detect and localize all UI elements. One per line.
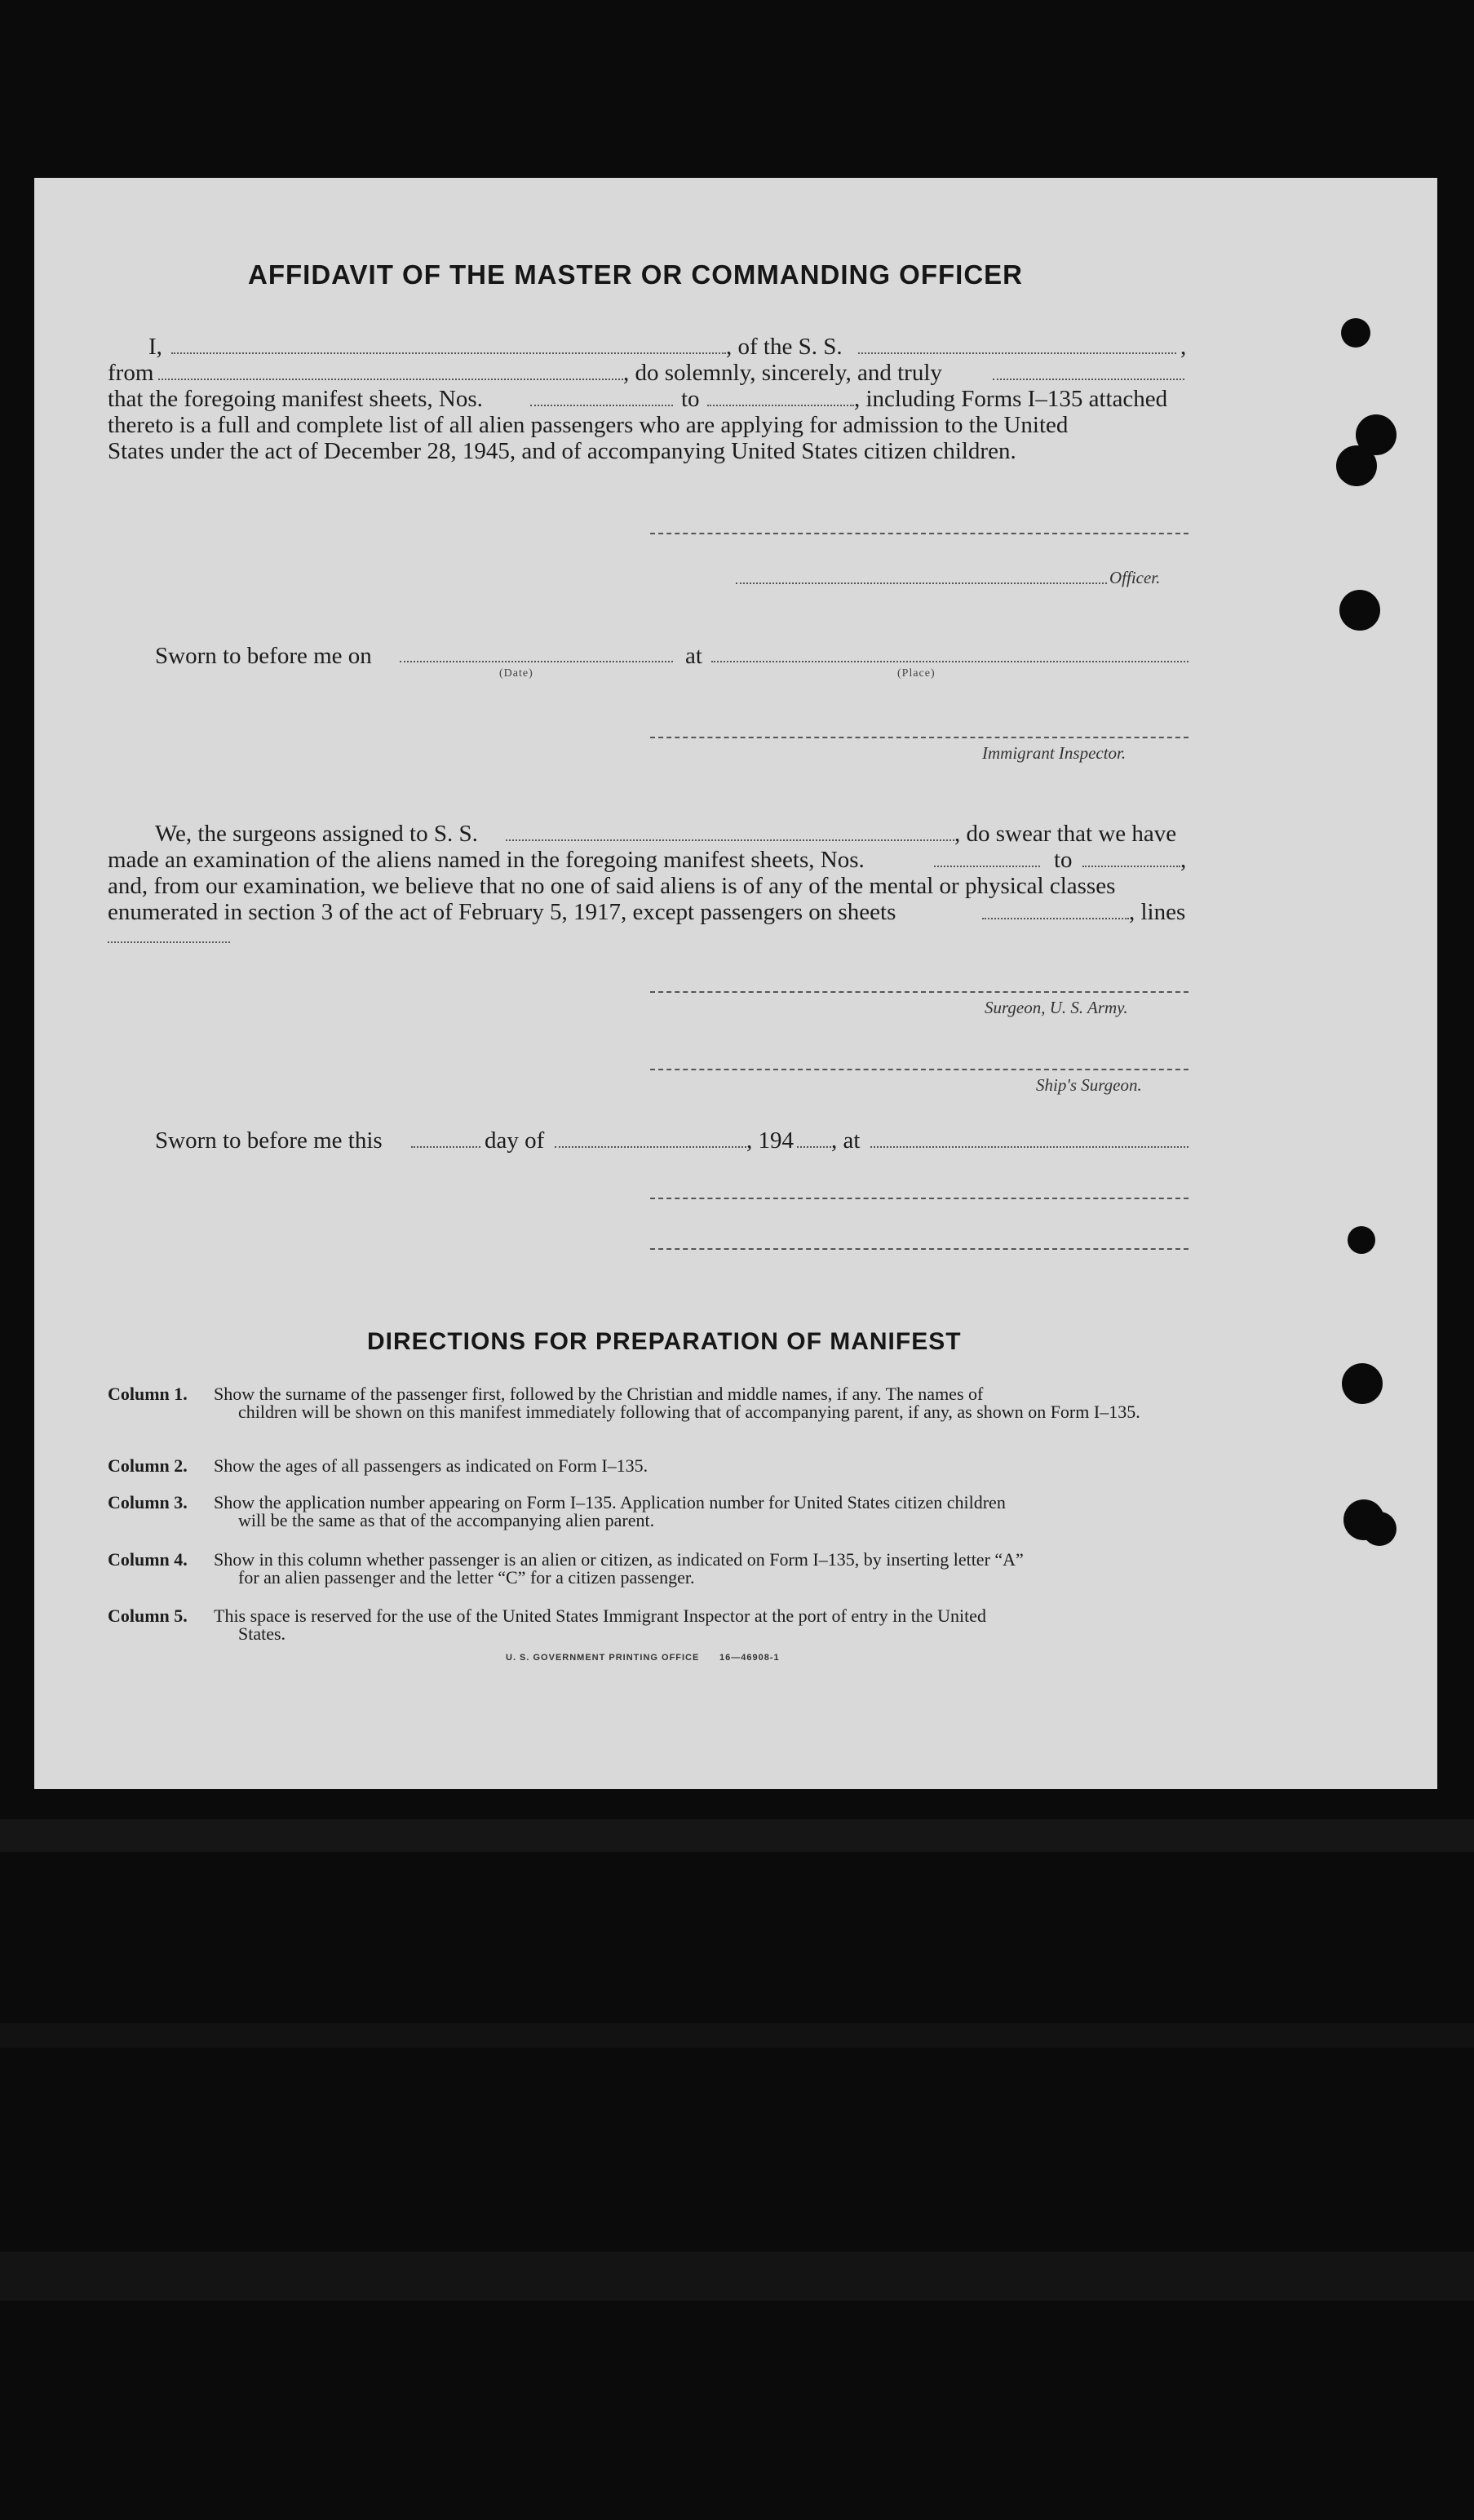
- lines-field[interactable]: [108, 941, 230, 943]
- affidavit-line-1b: , of the S. S.: [726, 334, 843, 360]
- name-field[interactable]: [171, 352, 726, 354]
- sworn-place-field[interactable]: [711, 661, 1188, 662]
- column-text-line: Show the ages of all passengers as indicated on Form I–135.: [214, 1455, 648, 1476]
- surgeons-sheets-to-field[interactable]: [1082, 866, 1180, 867]
- except-sheets-field[interactable]: [982, 918, 1129, 919]
- scan-band: [0, 1819, 1474, 1852]
- sworn-year-field[interactable]: [797, 1146, 831, 1148]
- punch-hole: [1339, 590, 1380, 631]
- column-text-rest: will be the same as that of the accompanying alien parent.: [238, 1510, 655, 1530]
- affidavit-line-3a: that the foregoing manifest sheets, Nos.: [108, 386, 483, 412]
- column-text-rest: for an alien passenger and the letter “C” for a citizen passenger.: [238, 1567, 695, 1588]
- column-text: [214, 1607, 1217, 1643]
- ship-name-field[interactable]: [858, 352, 1176, 354]
- surgeons-line-1b: , do swear that we have: [954, 821, 1177, 847]
- surgeons-line-2b: to: [1054, 847, 1073, 873]
- scan-band: [0, 2252, 1474, 2301]
- affidavit-title: AFFIDAVIT OF THE MASTER OR COMMANDING OFFICER: [248, 259, 1024, 290]
- officer-signature-line[interactable]: [736, 582, 1107, 584]
- officer-caption: Officer.: [1109, 568, 1161, 587]
- surgeons-line-2a: made an examination of the aliens named in the foregoing manifest sheets, Nos.: [108, 847, 865, 873]
- surgeons-line-2c: ,: [1180, 847, 1187, 873]
- inspector-caption: Immigrant Inspector.: [982, 743, 1127, 763]
- column-text-line: This space is reserved for the use of the United States Immigrant Inspector at the port of entry in the United: [214, 1605, 986, 1626]
- scan-band: [0, 2023, 1474, 2048]
- surgeons-line-4a: enumerated in section 3 of the act of February 5, 1917, except passengers on sheets: [108, 899, 896, 925]
- sworn-this-place-field[interactable]: [870, 1146, 1188, 1148]
- column-label: Column 3.: [108, 1492, 188, 1512]
- ship-surgeon-signature-line[interactable]: [650, 1069, 1188, 1070]
- affidavit-line-3c: , including Forms I–135 attached: [854, 386, 1168, 412]
- surgeons-line-1a: We, the surgeons assigned to S. S.: [155, 821, 478, 847]
- inspector-signature-line[interactable]: [650, 737, 1188, 738]
- punch-hole: [1342, 1363, 1383, 1404]
- column-label: Column 5.: [108, 1605, 188, 1626]
- column-text: [214, 1551, 1217, 1587]
- punch-hole: [1336, 445, 1377, 486]
- ship-surgeon-caption: Ship's Surgeon.: [1036, 1075, 1142, 1095]
- date-caption: (Date): [499, 667, 533, 680]
- army-surgeon-caption: Surgeon, U. S. Army.: [985, 998, 1128, 1017]
- directions-title: DIRECTIONS FOR PREPARATION OF MANIFEST: [367, 1328, 962, 1355]
- place-caption: (Place): [897, 667, 936, 680]
- army-surgeon-signature-line[interactable]: [650, 991, 1188, 993]
- surgeons-sheets-from-field[interactable]: [934, 866, 1040, 867]
- affidavit-line-4: thereto is a full and complete list of all alien passengers who are applying for admission to the United: [108, 412, 1069, 438]
- affidavit-line-2a: from: [108, 360, 154, 386]
- master-signature-line[interactable]: [650, 533, 1188, 534]
- punch-hole: [1348, 1226, 1375, 1254]
- sworn-this-a: Sworn to before me this: [155, 1127, 383, 1154]
- sworn-this-b: day of: [485, 1127, 545, 1154]
- surgeons-line-4b: , lines: [1129, 899, 1186, 925]
- from-field[interactable]: [158, 379, 623, 380]
- affidavit-line-5: States under the act of December 28, 1945, and of accompanying United States citizen children.: [108, 438, 1016, 464]
- affidavit-line-2b: , do solemnly, sincerely, and truly: [623, 360, 942, 386]
- column-text-line: Show the surname of the passenger first, followed by the Christian and middle names, if any. The names of: [214, 1384, 984, 1404]
- sworn-at: at: [685, 643, 702, 669]
- sworn-before-on: Sworn to before me on: [155, 643, 372, 669]
- surgeons-line-3: and, from our examination, we believe that no one of said aliens is of any of the mental or physical classes: [108, 873, 1116, 899]
- document-page: [34, 178, 1437, 1789]
- affidavit-line-3b: to: [681, 386, 700, 412]
- printing-office-footer: U. S. GOVERNMENT PRINTING OFFICE: [506, 1653, 700, 1663]
- punch-hole: [1362, 1512, 1397, 1546]
- column-text: [214, 1494, 1217, 1530]
- column-text-rest: children will be shown on this manifest immediately following that of accompanying parent, if any, as shown on Form I–135.: [238, 1402, 1140, 1422]
- form-code-footer: 16—46908-1: [719, 1653, 780, 1663]
- column-label: Column 2.: [108, 1455, 188, 1476]
- sheets-from-field[interactable]: [530, 405, 673, 406]
- sworn-this-c: , 194: [746, 1127, 794, 1154]
- column-text-line: Show the application number appearing on Form I–135. Application number for United States citizen children: [214, 1492, 1006, 1512]
- column-text-rest: States.: [238, 1623, 286, 1644]
- column-text-line: Show in this column whether passenger is an alien or citizen, as indicated on Form I–135, by inserting letter “A”: [214, 1549, 1024, 1570]
- sheets-to-field[interactable]: [707, 405, 854, 406]
- witness-line-1[interactable]: [650, 1198, 1188, 1199]
- column-label: Column 1.: [108, 1384, 188, 1404]
- witness-line-2[interactable]: [650, 1248, 1188, 1250]
- affidavit-line-1c: ,: [1180, 334, 1187, 360]
- column-label: Column 4.: [108, 1549, 188, 1570]
- truly-field[interactable]: [993, 379, 1184, 380]
- sworn-this-d: , at: [831, 1127, 861, 1154]
- sworn-day-field[interactable]: [411, 1146, 480, 1148]
- surgeons-ship-field[interactable]: [506, 839, 954, 841]
- sworn-date-field[interactable]: [400, 661, 673, 662]
- sworn-month-field[interactable]: [555, 1146, 746, 1148]
- column-text: [214, 1457, 1217, 1475]
- punch-hole: [1341, 318, 1370, 348]
- column-text: [214, 1385, 1217, 1421]
- affidavit-line-1a: I,: [148, 334, 162, 360]
